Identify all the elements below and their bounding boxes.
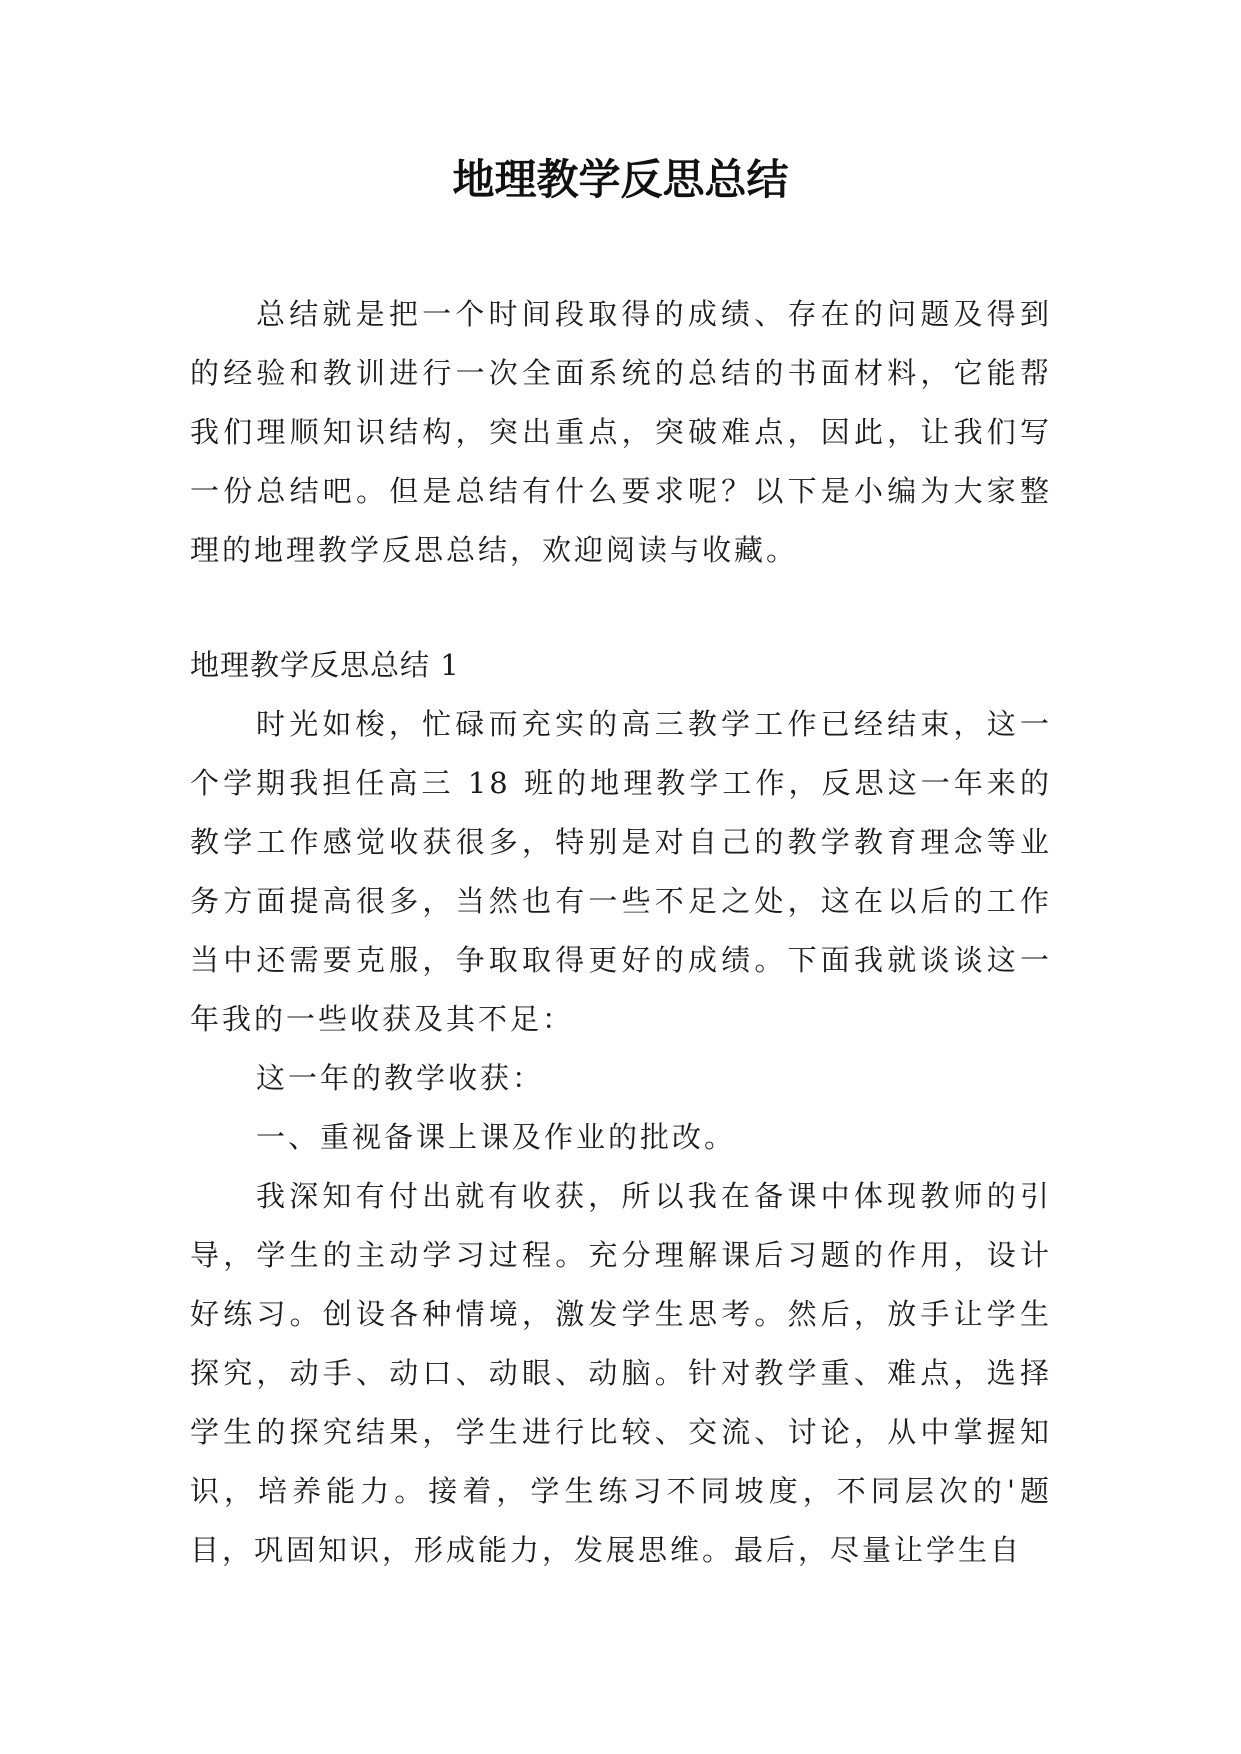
paragraph-1: 时光如梭，忙碌而充实的高三教学工作已经结束，这一个学期我担任高三 18 班的地理教学工作，反思这一年来的教学工作感觉收获很多，特别是对自己的教学教育理念等业务方面提高很多，当然也有一些不足之处，这在以后的工作当中还需要克服，争取取得更好的成绩。下面我就谈谈这一年我的一些收获及其不足： [190, 707, 1052, 1036]
paragraph-3: 一、重视备课上课及作业的批改。 [256, 1120, 737, 1154]
intro-paragraph: 总结就是把一个时间段取得的成绩、存在的问题及得到的经验和教训进行一次全面系统的总结的书面材料，它能帮我们理顺知识结构，突出重点，突破难点，因此，让我们写一份总结吧。但是总结有什么要求呢？以下是小编为大家整理的地理教学反思总结，欢迎阅读与收藏。 [190, 297, 1052, 567]
intro-block [190, 285, 1052, 580]
section-heading: 地理教学反思总结 1 [190, 648, 460, 682]
paragraph-4: 我深知有付出就有收获，所以我在备课中体现教师的引导，学生的主动学习过程。充分理解课后习题的作用，设计好练习。创设各种情境，激发学生思考。然后，放手让学生探究，动手、动口、动眼、动脑。针对教学重、难点，选择学生的探究结果，学生进行比较、交流、讨论，从中掌握知识，培养能力。接着，学生练习不同坡度，不同层次的'题目，巩固知识，形成能力，发展思维。最后，尽量让学生自 [190, 1179, 1052, 1567]
section-1 [190, 636, 1052, 1580]
paragraph-2: 这一年的教学收获： [256, 1061, 545, 1095]
page-title: 地理教学反思总结 [452, 155, 789, 204]
